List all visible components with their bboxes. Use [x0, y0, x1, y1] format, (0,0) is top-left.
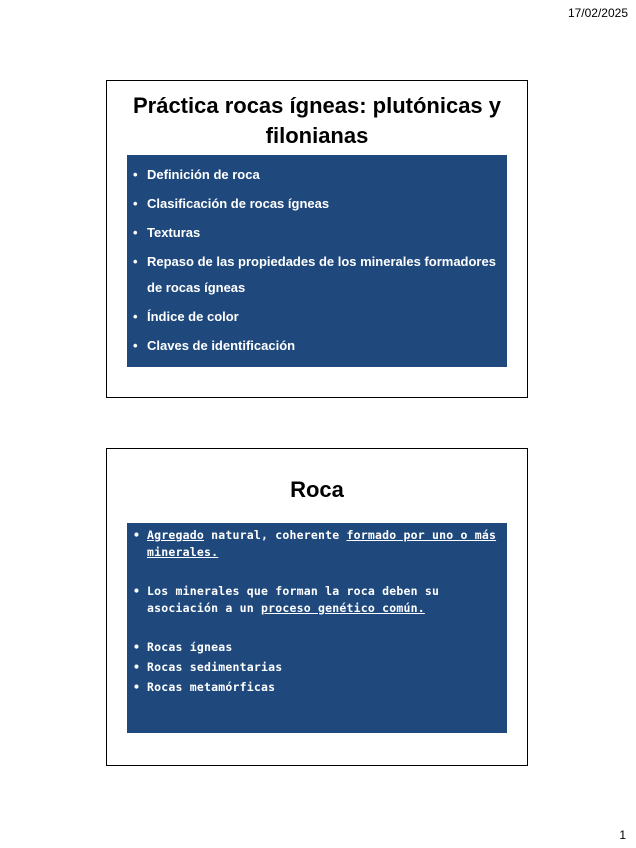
bullet-item — [127, 527, 507, 561]
slide-2-title: Roca — [290, 477, 344, 502]
slide-1-title: Práctica rocas ígneas: plutónicas y filonianas — [132, 93, 502, 148]
bullet-item: • Texturas — [127, 220, 507, 246]
slide-1-bullet-list — [127, 155, 507, 359]
bullet-item: • Rocas sedimentarias — [127, 659, 507, 676]
bullet-item: • Rocas metamórficas — [127, 679, 507, 696]
underlined-term: formado por uno o más minerales. — [147, 528, 497, 559]
bullet-item: • Clasificación de rocas ígneas — [127, 191, 507, 217]
bullet-item: • Índice de color — [127, 304, 507, 330]
slide-2 — [106, 448, 528, 766]
page-number: 1 — [619, 828, 626, 842]
bullet-item: • Definición de roca — [127, 162, 507, 188]
print-date: 17/02/2025 — [567, 6, 628, 20]
underlined-term: proceso genético común. — [260, 601, 425, 615]
slide-1-content-box — [127, 155, 507, 367]
slide-2-bullet-list — [127, 523, 507, 696]
slide-1 — [106, 80, 528, 398]
bullet-item — [127, 583, 507, 617]
bullet-item: • Repaso de las propiedades de los minerales formadores de rocas ígneas — [127, 249, 507, 301]
bullet-item: • Rocas ígneas — [127, 639, 507, 656]
bullet-text: Los minerales que forman la roca deben su asociación a un — [147, 584, 440, 615]
bullet-item: • Claves de identificación — [127, 333, 507, 359]
underlined-term: Agregado — [147, 528, 204, 542]
slide-2-content-box — [127, 523, 507, 733]
bullet-text: natural, coherente — [204, 528, 347, 542]
